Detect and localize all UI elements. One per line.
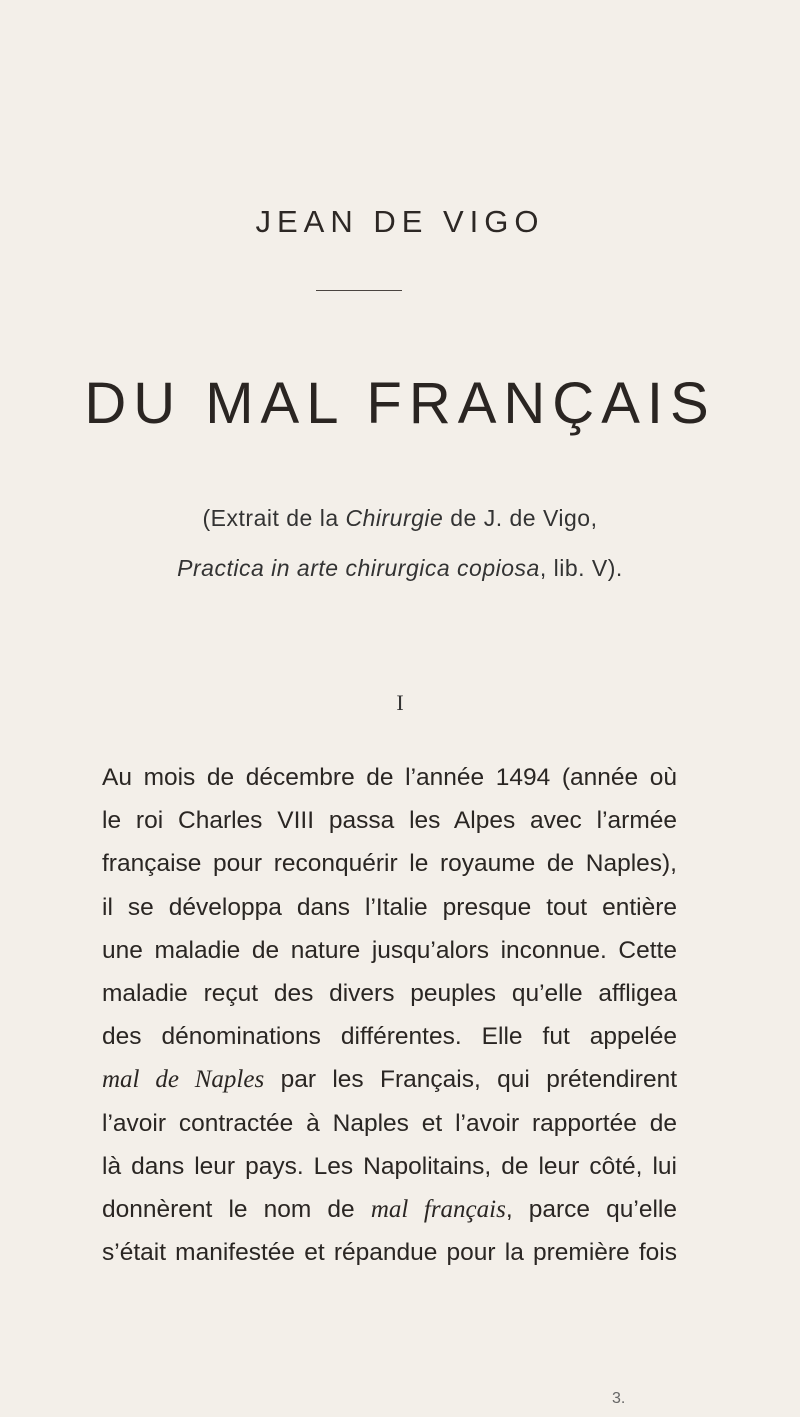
body-text-segment: , parce qu’elle [505, 1196, 677, 1224]
body-line: maladie reçut des divers peuples qu’elle affligea [102, 980, 677, 1008]
body-paragraph [102, 756, 677, 1274]
body-line: là dans leur pays. Les Napolitains, de leur côté, lui [102, 1152, 677, 1180]
section-number: I [396, 690, 404, 715]
body-line: s’était manifestée et répandue pour la première fois [102, 1239, 677, 1267]
body-text-segment: par les Français, qui prétendirent [264, 1066, 677, 1094]
source-note-line-1 [0, 505, 800, 532]
body-line: l’avoir contractée à Naples et l’avoir rapportée de [102, 1109, 677, 1137]
source-note-text: , lib. V). [539, 555, 623, 581]
italic-term: mal de Naples [102, 1066, 265, 1094]
body-line: le roi Charles VIII passa les Alpes avec l’armée [102, 807, 677, 835]
author-heading: JEAN DE VIGO [255, 204, 545, 239]
body-text-segment: donnèrent le nom de [102, 1196, 371, 1224]
body-line [102, 1188, 677, 1231]
source-note-italic: Chirurgie [345, 505, 444, 531]
body-line [102, 1058, 677, 1101]
body-line: Au mois de décembre de l’année 1494 (année où [102, 764, 677, 791]
source-note-italic: Practica in arte chirurgica copiosa [177, 555, 540, 581]
body-line: il se développa dans l’Italie presque tout entière [102, 893, 677, 921]
chapter-title: DU MAL FRANÇAIS [84, 371, 716, 436]
body-line: une maladie de nature jusqu’alors inconnue. Cette [102, 936, 677, 964]
source-note-text: de J. de Vigo, [443, 505, 598, 531]
source-note-line-2 [0, 555, 800, 582]
body-line: française pour reconquérir le royaume de Naples), [102, 850, 677, 878]
divider-rule [316, 290, 402, 291]
italic-term: mal français [370, 1196, 506, 1224]
page-number: 3. [612, 1390, 626, 1407]
source-note-text: (Extrait de la [202, 505, 346, 531]
body-line: des dénominations différentes. Elle fut appelée [102, 1023, 677, 1051]
